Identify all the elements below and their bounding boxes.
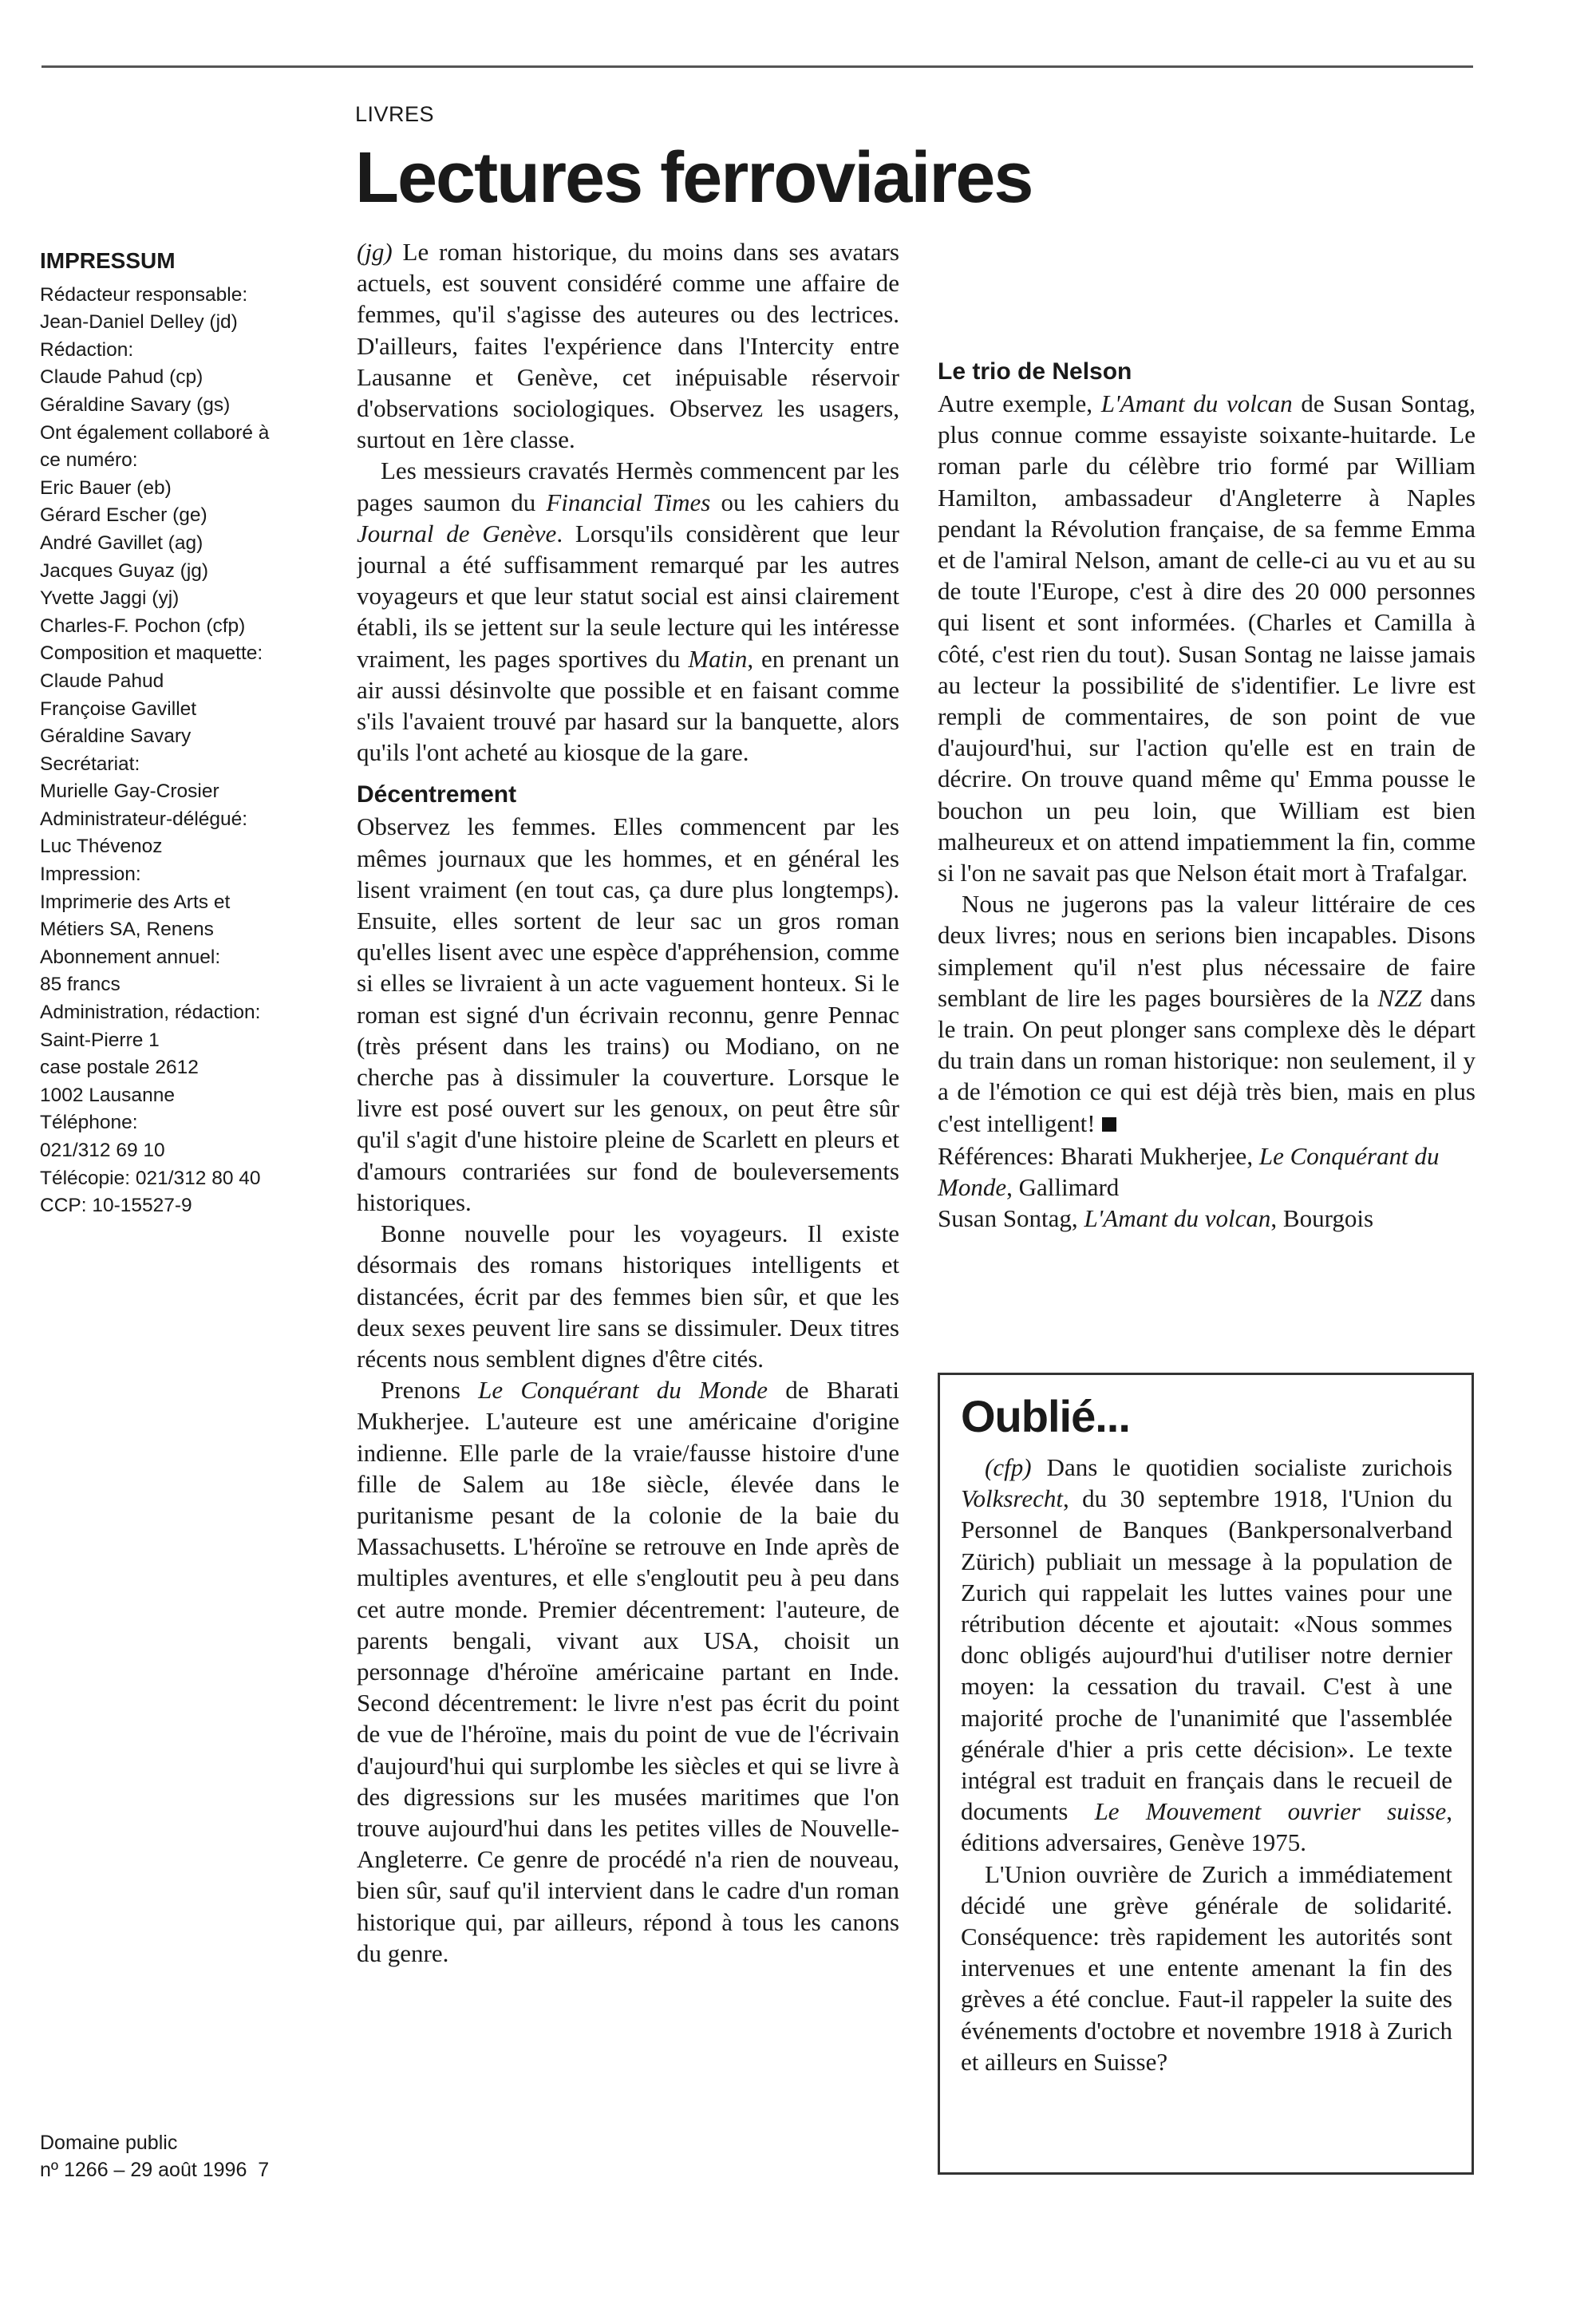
impressum-line: Eric Bauer (eb) — [40, 476, 172, 499]
impressum-line: ce numéro: — [40, 449, 138, 472]
page-title: Lectures ferroviaires — [355, 138, 1033, 218]
impressum-line: Géraldine Savary — [40, 725, 192, 748]
issue-line — [40, 2156, 343, 2183]
top-rule — [41, 65, 1473, 68]
impressum-line: Charles-F. Pochon (cfp) — [40, 615, 246, 637]
impressum-line: Jacques Guyaz (jg) — [40, 559, 209, 582]
reference-line: Références: Bharati Mukherjee, Le Conquérant du Monde, Gallimard — [938, 1141, 1440, 1202]
article-paragraph: Observez les femmes. Elles commencent par les mêmes journaux que les hommes, et en général les lisent vraiment (en tout cas, ça dure plus longtemps). Ensuite, elles sortent de leur sac un gros roman qu'elles lisent avec une espèce d'appréhension, comme si elles se livraient à un acte vaguement honteux. Si le roman est signé d'un écrivain reconnu, genre Pennac (très présent dans les trains) ou Modiano, on ne cherche pas à dissimuler la couverture. Lorsque le livre est posé ouvert sur les genoux, on peut être sûr qu'il s'agit d'une histoire pleine de Scarlett en pleurs et d'amours contrariées sur fond de bouleversements historiques. — [357, 812, 899, 1216]
impressum-line: Françoise Gavillet — [40, 698, 197, 720]
article-paragraph: Nous ne jugerons pas la valeur littéraire de ces deux livres; nous en serions bien incapables. Disons simplement qu'il n'est plus nécessaire de faire semblant de lire les pages boursières de la NZZ dans le train. On peut plonger sans complexe dès le départ du train dans un roman historique: non seulement, il y a de l'émotion ce qui est déjà très bien, mais en plus c'est intelligent! — [938, 890, 1476, 1137]
impressum-line: 1002 Lausanne — [40, 1084, 175, 1106]
article-paragraph: Prenons Le Conquérant du Monde de Bharati Mukherjee. L'auteure est une américaine d'origine indienne. Elle parle de la vraie/fausse histoire d'une fille de Salem au 18e siècle, élevée dans le puritanisme pesant de la colonie de la baie du Massachusetts. L'héroïne se retrouve en Inde après de multiples aventures, et elle s'engloutit peu à peu dans cet autre monde. Premier décentrement: l'auteure, de parents bengali, vivant aux USA, choisit un personnage d'héroïne américaine partant en Inde. Second décentrement: le livre n'est pas écrit du point de vue de l'héroïne, mais du point de vue de l'écrivain d'aujourd'hui qui surplombe les siècles et qui se livre à des digressions sur les musées maritimes que l'on trouve aujourd'hui dans les petites villes de Nouvelle-Angleterre. Ce genre de procédé n'a rien de nouveau, bien sûr, sauf qu'il intervient dans le cadre d'un roman historique qui, par ailleurs, répond à tous les canons du genre. — [357, 1376, 899, 1967]
impressum-title: IMPRESSUM — [40, 248, 176, 273]
author-initials: (jg) — [357, 238, 393, 266]
impressum-line: Géraldine Savary (gs) — [40, 393, 231, 416]
issue-footer — [40, 2129, 343, 2183]
sidebar-body — [961, 1452, 1452, 2077]
end-of-article-mark — [1102, 1117, 1116, 1132]
impressum-line: Rédacteur responsable: — [40, 283, 248, 306]
impressum-line: Télécopie: 021/312 80 40 — [40, 1167, 261, 1189]
article-column-2 — [938, 236, 1476, 1234]
impressum-line: Jean-Daniel Delley (jd) — [40, 311, 238, 334]
impressum-line: Impression: — [40, 863, 141, 886]
section-rubric: LIVRES — [355, 102, 435, 126]
impressum-lines — [40, 282, 327, 1220]
impressum — [40, 247, 327, 1220]
impressum-line: Administration, rédaction: — [40, 1002, 261, 1024]
impressum-line: Abonnement annuel: — [40, 946, 221, 968]
page-number: 7 — [258, 2159, 270, 2181]
subheading-trio-nelson: Le trio de Nelson — [938, 358, 1132, 385]
reference-line: Susan Sontag, L'Amant du volcan, Bourgois — [938, 1204, 1374, 1233]
impressum-line: Claude Pahud — [40, 670, 164, 692]
subheading-decentrement: Décentrement — [357, 781, 517, 808]
impressum-line: Imprimerie des Arts et — [40, 891, 231, 913]
references — [938, 1140, 1476, 1235]
impressum-line: Administrateur-délégué: — [40, 808, 248, 830]
impressum-line: Claude Pahud (cp) — [40, 366, 203, 389]
impressum-line: Téléphone: — [40, 1112, 138, 1134]
impressum-line: Rédaction: — [40, 338, 134, 361]
article-column-1 — [357, 236, 899, 2235]
publication-name: Domaine public — [40, 2132, 178, 2154]
impressum-line: André Gavillet (ag) — [40, 532, 203, 554]
sidebar-title: Oublié... — [961, 1391, 1130, 1441]
issue-number-date: nº 1266 – 29 août 1996 — [40, 2159, 247, 2181]
impressum-line: 021/312 69 10 — [40, 1140, 165, 1161]
impressum-line: Murielle Gay-Crosier — [40, 780, 219, 803]
impressum-line: Secrétariat: — [40, 753, 140, 775]
article-paragraph: Autre exemple, L'Amant du volcan de Susan Sontag, plus connue comme essayiste soixante-huitarde. Le roman parle du célèbre trio formé par William Hamilton, ambassadeur d'Angleterre à Naples pendant la Révolution française, de sa femme Emma et de l'amiral Nelson, amant de celle-ci au vu et au su de toute l'Europe, c'est à dire des 20 000 personnes qui lisent et sont informées. (Charles et Camilla à côté, c'est rien du tout). Susan Sontag ne laisse jamais au lecteur la possibilité de s'identifier. Le livre est rempli de commentaires, de son point de vue d'aujourd'hui, sur l'action qu'elle est en train de décrire. On trouve quand même qu' Emma pousse le bouchon un peu loin, que William est bien malheureux et on attend impatiemment la fin, comme si l'on ne savait pas que Nelson était mort à Trafalgar. — [938, 389, 1476, 887]
impressum-line: CCP: 10-15527-9 — [40, 1195, 192, 1217]
article-paragraph: Les messieurs cravatés Hermès commencent par les pages saumon du Financial Times ou les cahiers du Journal de Genève. Lorsqu'ils considèrent que leur journal a été suffisamment remarqué par les autres voyageurs et que leur statut social est ainsi clairement établi, ils se jettent sur la seule lecture qui les intéresse vraiment, les pages sportives du Matin, en prenant un air aussi désinvolte que possible et en faisant comme s'ils l'avaient trouvé par hasard sur la banquette, alors qu'ils l'ont acheté au kiosque de la gare. — [357, 456, 899, 767]
impressum-line: Ont également collaboré à — [40, 421, 270, 444]
impressum-line: case postale 2612 — [40, 1057, 199, 1079]
impressum-line: Composition et maquette: — [40, 642, 263, 665]
impressum-line: Luc Thévenoz — [40, 836, 163, 858]
impressum-line: Métiers SA, Renens — [40, 919, 214, 941]
impressum-line: Saint-Pierre 1 — [40, 1029, 160, 1051]
sidebar-paragraph: (cfp) Dans le quotidien socialiste zurichois Volksrecht, du 30 septembre 1918, l'Union du Personnel de Banques (Bankpersonalverband Zürich) publiait un message à la population de Zurich qui rappelait les luttes vaines pour une rétribution décente et ajoutait: «Nous sommes donc obligés aujourd'hui d'utiliser notre dernier moyen: la cessation du travail. C'est à une majorité proche de l'unanimité que l'assemblée générale d'hier a pris cette décision». Le texte intégral est traduit en français dans le recueil de documents Le Mouvement ouvrier suisse, éditions adversaires, Genève 1975. — [961, 1453, 1452, 1857]
article-paragraph: Bonne nouvelle pour les voyageurs. Il existe désormais des romans historiques intelligents et distancées, écrit par des femmes bien sûr, et que les deux sexes peuvent lire sans se dissimuler. Deux titres récents nous semblent dignes d'être cités. — [357, 1219, 899, 1373]
impressum-line: Gérard Escher (ge) — [40, 504, 207, 527]
impressum-line: 85 francs — [40, 974, 120, 996]
sidebar-paragraph: L'Union ouvrière de Zurich a immédiatement décidé une grève générale de solidarité. Conséquence: très rapidement les autorités sont intervenues et une entente amenant la fin des grèves a été conclue. Faut-il rappeler la suite des événements d'octobre et novembre 1918 à Zurich et ailleurs en Suisse? — [961, 1859, 1452, 2076]
sidebar-box-oublie — [938, 1373, 1474, 2175]
impressum-line: Yvette Jaggi (yj) — [40, 587, 180, 610]
article-paragraph: (jg) Le roman historique, du moins dans ses avatars actuels, est souvent considéré comme une affaire de femmes, qu'il s'agisse des auteures ou des lectrices. D'ailleurs, faites l'expérience dans l'Intercity entre Lausanne et Genève, cet inépuisable réservoir d'observations sociologiques. Observez les usagers, surtout en 1ère classe. — [357, 238, 899, 454]
